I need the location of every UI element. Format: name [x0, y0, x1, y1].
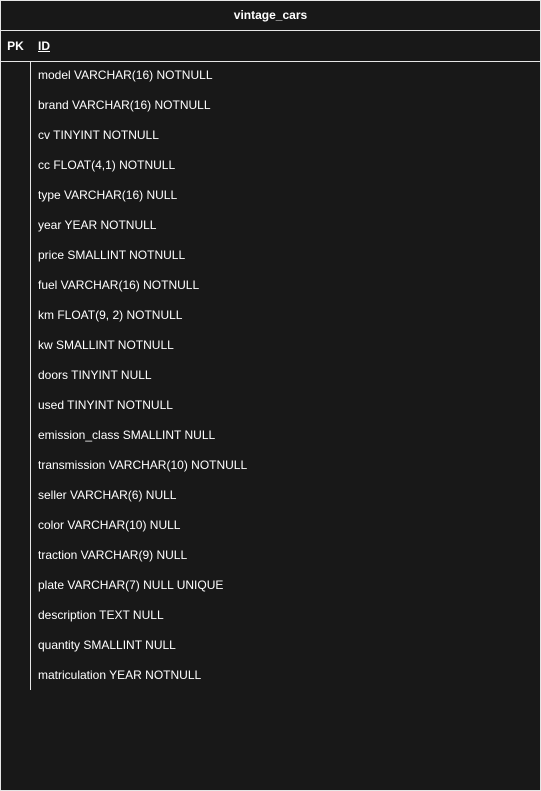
- attribute-row: brand VARCHAR(16) NOTNULL: [38, 98, 211, 112]
- attribute-row: description TEXT NULL: [38, 608, 164, 622]
- attribute-row: price SMALLINT NOTNULL: [38, 248, 186, 262]
- attribute-row: plate VARCHAR(7) NULL UNIQUE: [38, 578, 224, 592]
- pk-label: PK: [7, 39, 24, 53]
- attribute-row: cv TINYINT NOTNULL: [38, 128, 159, 142]
- key-column-divider: [30, 62, 31, 690]
- entity-title: vintage_cars: [1, 1, 540, 31]
- attribute-row: traction VARCHAR(9) NULL: [38, 548, 188, 562]
- attribute-row: color VARCHAR(10) NULL: [38, 518, 181, 532]
- attribute-list: [38, 60, 247, 690]
- attribute-row: fuel VARCHAR(16) NOTNULL: [38, 278, 200, 292]
- attribute-row: model VARCHAR(16) NOTNULL: [38, 68, 213, 82]
- attribute-row: kw SMALLINT NOTNULL: [38, 338, 174, 352]
- attribute-row: km FLOAT(9, 2) NOTNULL: [38, 308, 183, 322]
- attribute-row: seller VARCHAR(6) NULL: [38, 488, 177, 502]
- attribute-row: used TINYINT NOTNULL: [38, 398, 173, 412]
- attribute-row: type VARCHAR(16) NULL: [38, 188, 178, 202]
- attribute-row: quantity SMALLINT NULL: [38, 638, 176, 652]
- attribute-row: year YEAR NOTNULL: [38, 218, 157, 232]
- attribute-row: matriculation YEAR NOTNULL: [38, 668, 202, 682]
- primary-key-row: [1, 31, 540, 62]
- pk-field: ID: [38, 39, 50, 53]
- attribute-row: doors TINYINT NULL: [38, 368, 152, 382]
- attribute-row: cc FLOAT(4,1) NOTNULL: [38, 158, 176, 172]
- attribute-row: emission_class SMALLINT NULL: [38, 428, 216, 442]
- attribute-row: transmission VARCHAR(10) NOTNULL: [38, 458, 248, 472]
